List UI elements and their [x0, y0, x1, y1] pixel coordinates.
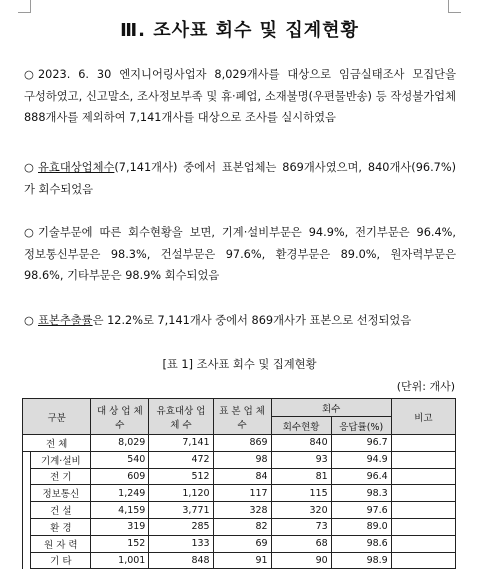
- cell-collected: 73: [271, 518, 331, 535]
- table-row: [23, 502, 456, 519]
- header-category: 구분: [23, 399, 91, 435]
- cell-target: 8,029: [91, 435, 149, 452]
- table-unit: (단위: 개사): [396, 380, 455, 393]
- paragraph-2-underlined: 유효대상업체수: [38, 161, 115, 174]
- cell-collected: 93: [271, 451, 331, 468]
- cell-valid: 3,771: [149, 502, 213, 519]
- cell-rate: 97.6: [331, 502, 391, 519]
- paragraph-1-text: 2023. 6. 30 엔지니어링사업자 8,029개사를 대상으로 임금실태조사 모집단을 구성하였고, 신고말소, 조사정보부족 및 휴·폐업, 소재불명(우편물반송) 등 작성불가업체 888개사를 제외하여 7,141개사를 대상으로 조사를 실시하였음: [24, 68, 456, 124]
- cell-sample: 69: [213, 535, 271, 552]
- row-label: 기계·설비: [31, 451, 91, 468]
- cell-note: [391, 451, 455, 468]
- cell-valid: 133: [149, 535, 213, 552]
- bullet-icon: ○: [24, 68, 34, 81]
- cell-collected: 840: [271, 435, 331, 452]
- row-label: 원 자 력: [31, 535, 91, 552]
- cell-target: 540: [91, 451, 149, 468]
- cell-collected: 68: [271, 535, 331, 552]
- header-response-rate: 응답률(%): [331, 417, 391, 435]
- cell-valid: 285: [149, 518, 213, 535]
- cell-sample: 84: [213, 468, 271, 485]
- cell-sample: 82: [213, 518, 271, 535]
- cell-target: 609: [91, 468, 149, 485]
- table-row: [23, 518, 456, 535]
- cell-rate: 89.0: [331, 518, 391, 535]
- cell-valid: 7,141: [149, 435, 213, 452]
- cell-collected: 90: [271, 552, 331, 569]
- paragraph-4: [24, 310, 456, 332]
- paragraph-3: [24, 222, 456, 287]
- row-label: 건 설: [31, 502, 91, 519]
- cell-collected: 81: [271, 468, 331, 485]
- paragraph-4-underlined: 표본추출률: [38, 314, 93, 327]
- paragraph-1: [24, 64, 456, 129]
- table-row: [23, 552, 456, 569]
- cell-note: [391, 552, 455, 569]
- paragraph-2-text: (7,141개사) 중에서 표본업체는 869개사였으며, 840개사(96.7%)가 회수되었음: [24, 161, 456, 196]
- bullet-icon: ○: [24, 314, 34, 327]
- cell-note: [391, 502, 455, 519]
- cell-valid: 512: [149, 468, 213, 485]
- table-row: [23, 485, 456, 502]
- table-row: [23, 451, 456, 468]
- cell-rate: 94.9: [331, 451, 391, 468]
- bullet-icon: ○: [24, 226, 34, 239]
- header-target: 대 상 업 체 수: [91, 399, 149, 435]
- cell-rate: 96.7: [331, 435, 391, 452]
- cell-sample: 91: [213, 552, 271, 569]
- cell-note: [391, 435, 455, 452]
- row-label: 환 경: [31, 518, 91, 535]
- cell-valid: 472: [149, 451, 213, 468]
- page-corner-mark-right: [448, 0, 461, 13]
- paragraph-4-text: 은 12.2%로 7,141개사 중에서 869개사가 표본으로 선정되었음: [92, 314, 412, 327]
- header-valid: 유효대상 업 체 수: [149, 399, 213, 435]
- row-label: 전 기: [31, 468, 91, 485]
- indent-cell: [23, 451, 31, 569]
- cell-sample: 869: [213, 435, 271, 452]
- header-collection: 회수: [271, 399, 391, 417]
- cell-collected: 115: [271, 485, 331, 502]
- cell-target: 1,001: [91, 552, 149, 569]
- cell-rate: 98.9: [331, 552, 391, 569]
- collection-status-table: [22, 398, 456, 569]
- table-row-total: [23, 435, 456, 452]
- row-label: 정보통신: [31, 485, 91, 502]
- header-sample: 표 본 업 체 수: [213, 399, 271, 435]
- table-row: [23, 468, 456, 485]
- cell-rate: 98.6: [331, 535, 391, 552]
- cell-sample: 117: [213, 485, 271, 502]
- cell-target: 319: [91, 518, 149, 535]
- paragraph-2: [24, 157, 456, 200]
- cell-target: 152: [91, 535, 149, 552]
- cell-valid: 848: [149, 552, 213, 569]
- cell-target: 4,159: [91, 502, 149, 519]
- row-label: 기 타: [31, 552, 91, 569]
- table-caption: [표 1] 조사표 회수 및 집계현황: [162, 358, 317, 371]
- cell-sample: 328: [213, 502, 271, 519]
- cell-rate: 96.4: [331, 468, 391, 485]
- paragraph-3-text: 기술부문에 따른 회수현황을 보면, 기계·설비부문은 94.9%, 전기부문은 96.4%, 정보통신부문은 98.3%, 건설부문은 97.6%, 환경부문은 89.0%, 원자력부문은 98.6%, 기타부문은 98.9% 회수되었음: [24, 226, 456, 282]
- cell-sample: 98: [213, 451, 271, 468]
- cell-note: [391, 468, 455, 485]
- cell-rate: 98.3: [331, 485, 391, 502]
- section-title: Ⅲ. 조사표 회수 및 집계현황: [120, 20, 359, 41]
- bullet-icon: ○: [24, 161, 34, 174]
- header-note: 비고: [391, 399, 455, 435]
- header-collected: 회수현황: [271, 417, 331, 435]
- cell-valid: 1,120: [149, 485, 213, 502]
- page-corner-mark-left: [18, 0, 31, 13]
- table-row: [23, 535, 456, 552]
- cell-collected: 320: [271, 502, 331, 519]
- cell-note: [391, 518, 455, 535]
- row-label: 전 체: [23, 435, 91, 452]
- cell-target: 1,249: [91, 485, 149, 502]
- cell-note: [391, 535, 455, 552]
- cell-note: [391, 485, 455, 502]
